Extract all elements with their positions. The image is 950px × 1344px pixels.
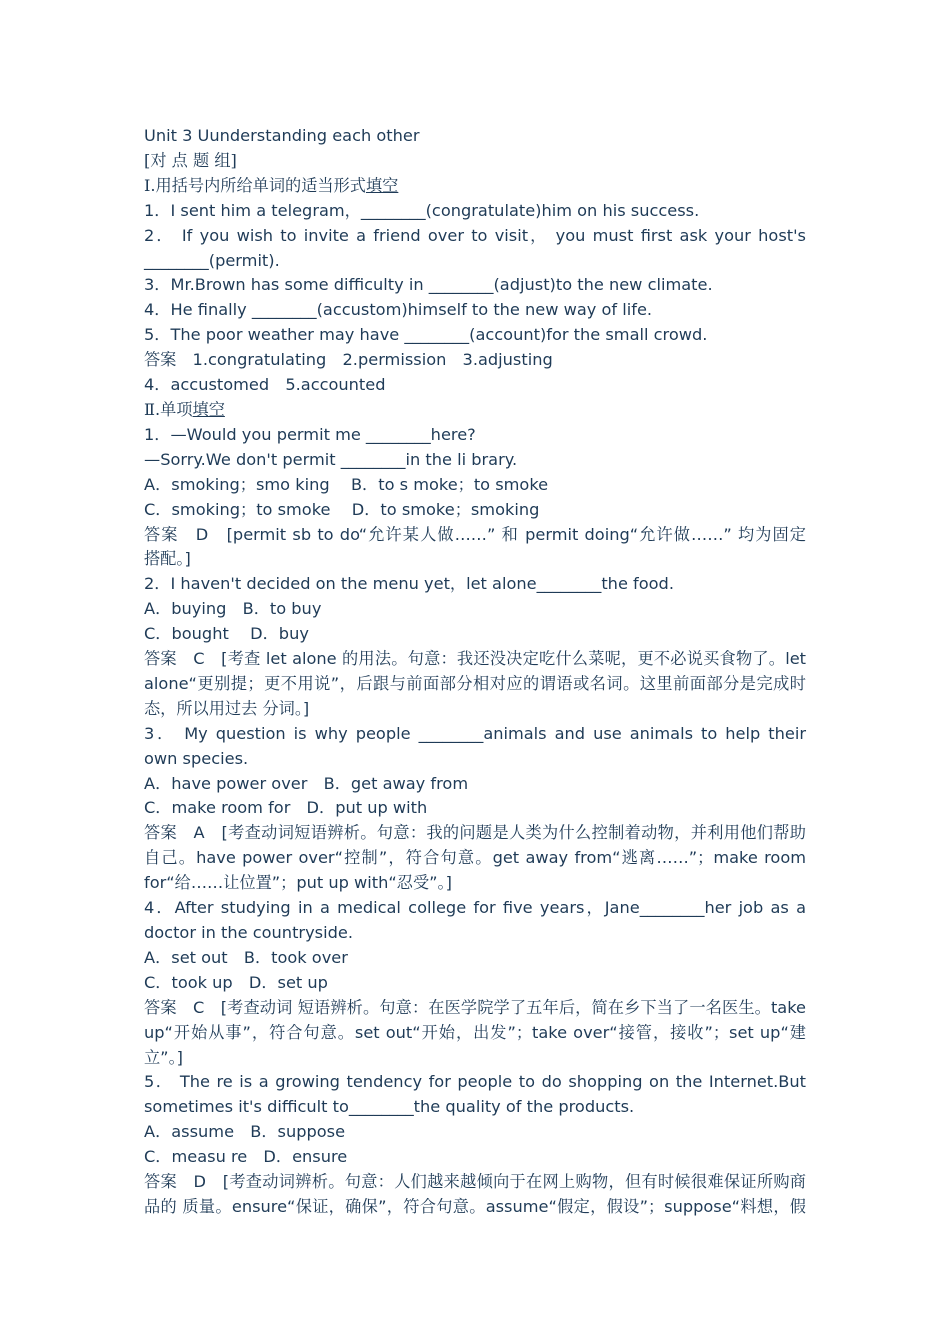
s2-q1-options: A．smoking；smo king B．to s moke；to smoke <box>144 474 549 494</box>
section-1-heading <box>144 174 806 199</box>
s2-q5-answer: 答案 D [考查动词辨析。句意：人们越来越倾向于在网上购物，但有时候很难保证所购商 <box>144 1172 806 1192</box>
s2-q4-options: C．took up D．set up <box>144 972 328 992</box>
section-2-heading <box>144 398 806 423</box>
s2-q1-line: —Sorry.We don't permit ________in the li brary. <box>144 449 518 469</box>
s2-q3-line: 3． My question is why people ________animals and use animals to help their <box>144 723 806 743</box>
s2-q5-options: A．assume B．suppose <box>144 1122 346 1142</box>
s2-q4-line: doctor in the countryside. <box>144 923 353 942</box>
s2-q1-answer: 答案 D [permit sb to do“允许某人做……” 和 permit doing“允许做……” 均为固定 <box>144 524 806 544</box>
s2-q4-answer-cont: up“开始从事”，符合句意。set out“开始，出发”；take over“接管，接收”；set up“建 <box>144 1022 806 1042</box>
s2-q5-line: sometimes it's difficult to________the quality of the products. <box>144 1097 635 1117</box>
s2-q4-line: 4．After studying in a medical college for five years，Jane________her job as a <box>144 898 806 918</box>
s2-q2-answer: 答案 C [考查 let alone 的用法。句意：我还没决定吃什么菜呢，更不必说买食物了。let <box>144 649 806 669</box>
s2-q5-line: 5． The re is a growing tendency for people to do shopping on the Internet.But <box>144 1072 806 1092</box>
s2-q2-options: A．buying B．to buy <box>144 599 322 619</box>
s2-q4-answer: 答案 C [考查动词 短语辨析。句意：在医学院学了五年后，简在乡下当了一名医生。take <box>144 997 806 1017</box>
s2-q4-options: A．set out B．took over <box>144 947 348 967</box>
s1-answer-line-1: 答案 1.congratulating 2.permission 3.adjusting <box>144 350 553 370</box>
s2-q3-line: own species. <box>144 748 249 768</box>
s1-question-1: 1．I sent him a telegram，________(congratulate)him on his success. <box>144 200 700 220</box>
s2-q1-answer-cont: 搭配。] <box>144 549 191 569</box>
s2-q4-answer-cont: 立”。] <box>144 1047 183 1067</box>
s2-q2-answer-cont: 态，所以用过去 分词。] <box>144 698 310 718</box>
s1-question-3: 3．Mr.Brown has some difficulty in ________(adjust)to the new climate. <box>144 275 713 295</box>
s2-q5-options: C．measu re D．ensure <box>144 1147 348 1167</box>
section-2-heading-link[interactable]: 填空 <box>192 399 225 419</box>
s2-q1-options: C．smoking；to smoke D．to smoke；smoking <box>144 499 540 519</box>
section-2-heading-text: Ⅱ.单项 <box>144 399 193 419</box>
s1-question-2-line-1: 2． If you wish to invite a friend over to visit， you must first ask your host's <box>144 225 806 245</box>
s1-question-4: 4．He finally ________(accustom)himself to the new way of life. <box>144 300 653 320</box>
s2-q3-options: C．make room for D．put up with <box>144 798 428 818</box>
s2-q2-options: C．bought D．buy <box>144 624 309 644</box>
s1-answer-line-2: 4．accustomed 5.accounted <box>144 375 386 395</box>
s2-q2-answer-cont: alone“更别提；更不用说”，后跟与前面部分相对应的谓语或名词。这里前面部分是完成时 <box>144 673 806 693</box>
document-page <box>144 124 806 1220</box>
s2-q3-answer: 答案 A [考查动词短语辨析。句意：我的问题是人类为什么控制着动物，并利用他们帮助 <box>144 823 806 843</box>
s2-q3-options: A．have power over B．get away from <box>144 773 469 793</box>
s2-q3-answer-cont: for“给……让位置”；put up with“忍受”。] <box>144 873 452 893</box>
document-title: Unit 3 Uunderstanding each other <box>144 126 420 145</box>
s2-q1-line: 1．—Would you permit me ________here? <box>144 424 476 444</box>
s2-q2-line: 2．I haven't decided on the menu yet，let alone________the food. <box>144 574 674 594</box>
section-1-heading-text: Ⅰ.用括号内所给单词的适当形式 <box>144 175 366 195</box>
s2-q5-answer-cont: 品的 质量。ensure“保证，确保”，符合句意。assume“假定，假设”；suppose“料想，假 <box>144 1196 806 1216</box>
s2-q3-answer-cont: 自己。have power over“控制”，符合句意。get away from“逃离……”；make room <box>144 848 806 868</box>
section-1-heading-link[interactable]: 填空 <box>365 175 399 195</box>
group-label: [对 点 题 组] <box>144 150 237 170</box>
s1-question-2-line-2: ________(permit). <box>144 250 280 270</box>
s1-question-5: 5．The poor weather may have ________(account)for the small crowd. <box>144 325 708 345</box>
